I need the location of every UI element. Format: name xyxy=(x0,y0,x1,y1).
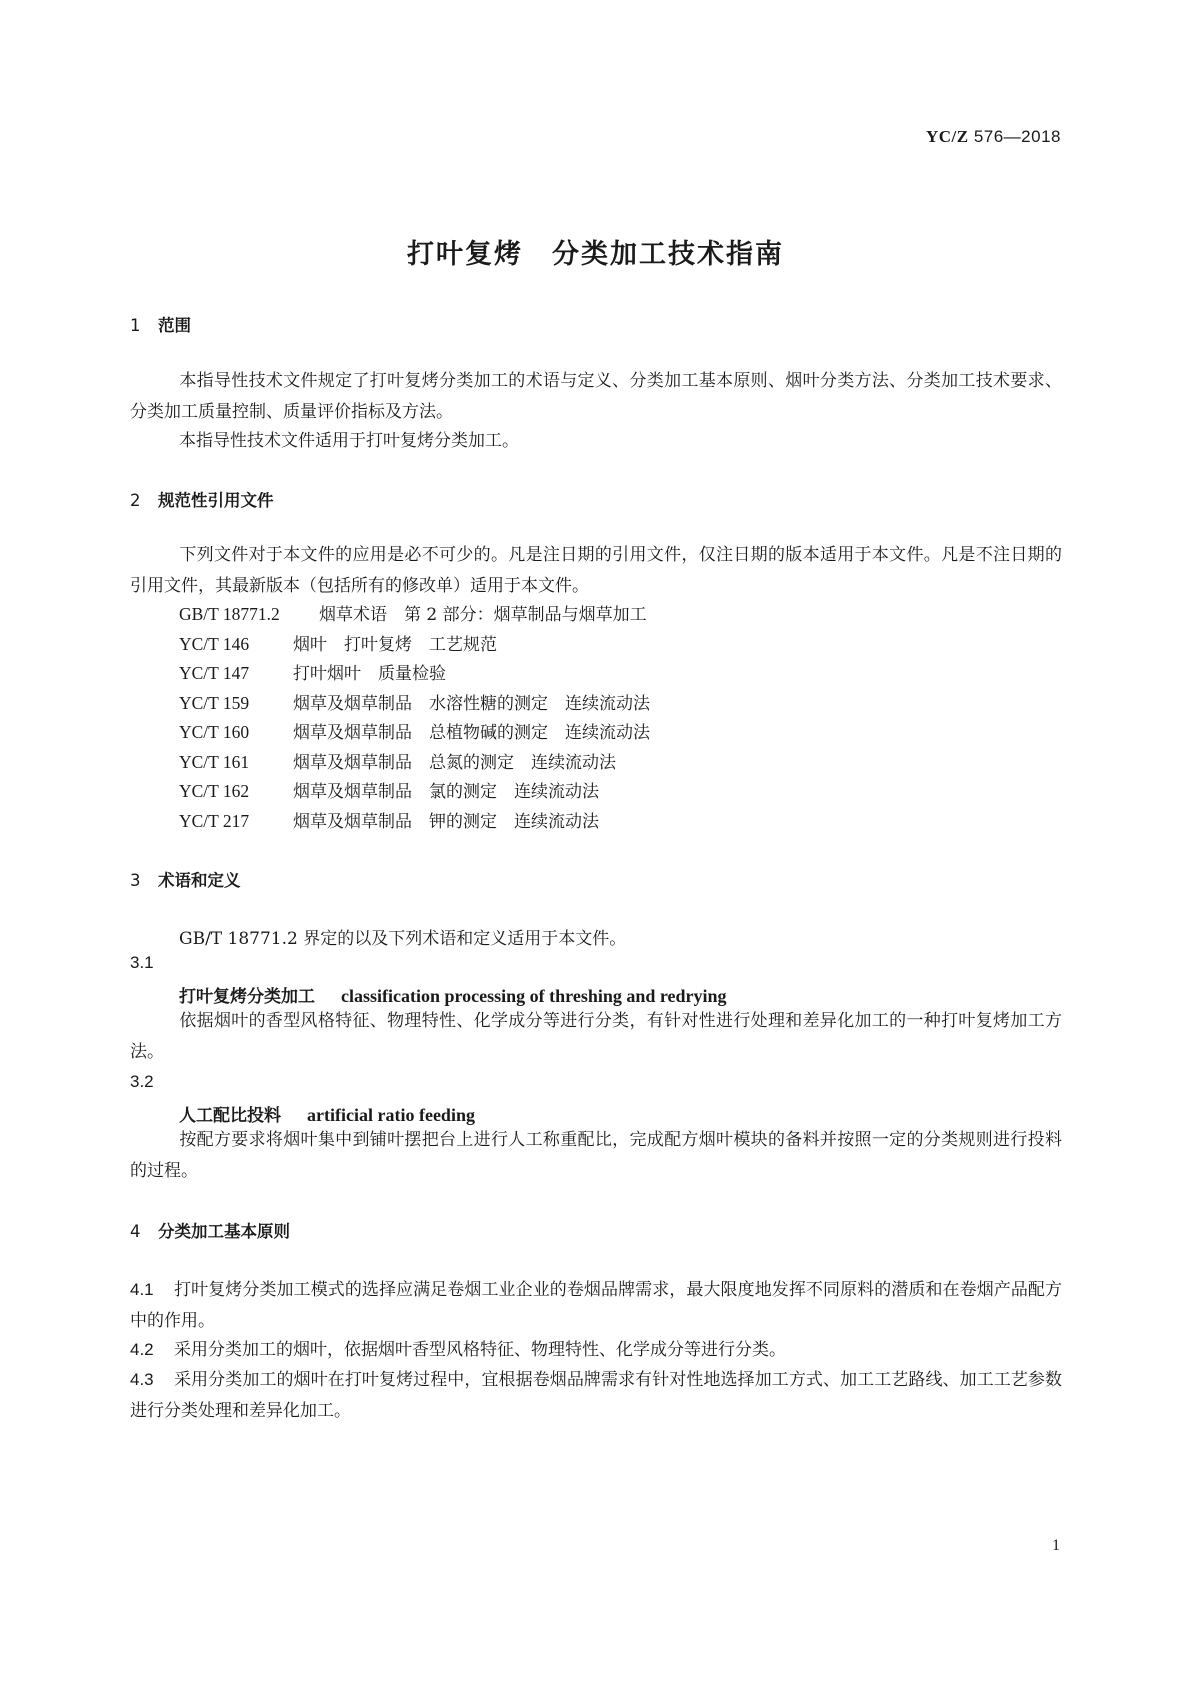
reference-title: 烟草及烟草制品 总氮的测定 连续流动法 xyxy=(293,753,616,773)
clause-4-2 xyxy=(130,1334,1062,1366)
term-english: classification processing of threshing and redrying xyxy=(341,986,727,1006)
clause-text: 打叶复烤分类加工模式的选择应满足卷烟工业企业的卷烟品牌需求，最大限度地发挥不同原料的潜质和在卷烟产品配方中的作用。 xyxy=(130,1280,1062,1331)
section-title: 术语和定义 xyxy=(158,871,241,890)
reference-item xyxy=(179,630,497,655)
section-3-heading xyxy=(130,867,241,891)
term-number: 3.2 xyxy=(130,1072,154,1091)
reference-code: YC/T 146 xyxy=(179,634,250,654)
term-chinese: 打叶复烤分类加工 xyxy=(179,987,315,1007)
term-definition xyxy=(130,1125,1062,1187)
clause-number: 4.2 xyxy=(130,1340,154,1359)
term-english: artificial ratio feeding xyxy=(307,1105,475,1125)
reference-code: YC/T 147 xyxy=(179,663,250,683)
section-4-heading xyxy=(130,1218,290,1242)
reference-item xyxy=(179,777,599,802)
section-number: 3 xyxy=(130,871,141,890)
section-1-paragraph-1 xyxy=(130,366,1062,428)
section-number: 2 xyxy=(130,491,141,510)
section-title: 分类加工基本原则 xyxy=(158,1222,290,1241)
reference-title: 烟草及烟草制品 氯的测定 连续流动法 xyxy=(293,782,599,802)
section-number: 4 xyxy=(130,1222,141,1241)
clause-number: 4.3 xyxy=(130,1370,154,1389)
reference-title: 打叶烟叶 质量检验 xyxy=(293,664,446,684)
reference-item xyxy=(179,659,446,684)
section-title: 范围 xyxy=(158,316,191,335)
reference-item xyxy=(179,807,599,832)
term-definition xyxy=(130,1006,1062,1068)
reference-item xyxy=(179,600,647,625)
clause-number: 4.1 xyxy=(130,1280,154,1299)
definition-text: 依据烟叶的香型风格特征、物理特性、化学成分等进行分类，有针对性进行处理和差异化加工的一种打叶复烤加工方法。 xyxy=(130,1011,1062,1062)
reference-item xyxy=(179,689,650,714)
reference-code: YC/T 160 xyxy=(179,722,250,742)
section-1-paragraph-2 xyxy=(130,426,1062,457)
term-chinese: 人工配比投料 xyxy=(179,1106,281,1126)
reference-code: YC/T 161 xyxy=(179,752,250,772)
section-3-intro: GB/T 18771.2 界定的以及下列术语和定义适用于本文件。 xyxy=(179,929,627,949)
reference-item xyxy=(179,718,650,743)
term-number: 3.1 xyxy=(130,953,154,972)
clause-text: 采用分类加工的烟叶，依据烟叶香型风格特征、物理特性、化学成分等进行分类。 xyxy=(174,1340,786,1360)
section-2-intro xyxy=(130,540,1062,602)
paragraph-text: 本指导性技术文件规定了打叶复烤分类加工的术语与定义、分类加工基本原则、烟叶分类方法、分类加工技术要求、分类加工质量控制、质量评价指标及方法。 xyxy=(130,371,1062,422)
paragraph-text: 本指导性技术文件适用于打叶复烤分类加工。 xyxy=(179,431,519,451)
reference-title: 烟草及烟草制品 水溶性糖的测定 连续流动法 xyxy=(293,694,650,714)
section-title: 规范性引用文件 xyxy=(158,491,274,510)
standard-code xyxy=(926,127,1061,147)
term-heading xyxy=(179,982,727,1007)
clause-4-3 xyxy=(130,1364,1062,1427)
definition-text: 按配方要求将烟叶集中到铺叶摆把台上进行人工称重配比，完成配方烟叶模块的备料并按照一定的分类规则进行投料的过程。 xyxy=(130,1130,1062,1181)
reference-title: 烟草术语 第 2 部分：烟草制品与烟草加工 xyxy=(319,605,647,625)
reference-code: GB/T 18771.2 xyxy=(179,604,280,624)
clause-4-1 xyxy=(130,1274,1062,1337)
document-title: 打叶复烤 分类加工技术指南 xyxy=(407,239,784,270)
reference-code: YC/T 217 xyxy=(179,811,250,831)
standard-number: 576—2018 xyxy=(973,127,1061,146)
section-number: 1 xyxy=(130,316,141,335)
standard-prefix: YC/Z xyxy=(925,127,969,146)
section-2-heading xyxy=(130,487,274,511)
reference-item xyxy=(179,748,616,773)
reference-title: 烟草及烟草制品 总植物碱的测定 连续流动法 xyxy=(293,723,650,743)
reference-title: 烟叶 打叶复烤 工艺规范 xyxy=(293,635,497,655)
paragraph-text: 下列文件对于本文件的应用是必不可少的。凡是注日期的引用文件，仅注日期的版本适用于本文件。凡是不注日期的引用文件，其最新版本（包括所有的修改单）适用于本文件。 xyxy=(130,545,1062,596)
reference-title: 烟草及烟草制品 钾的测定 连续流动法 xyxy=(293,812,599,832)
page-number: 1 xyxy=(1052,1537,1060,1554)
term-heading xyxy=(179,1101,475,1126)
reference-code: YC/T 159 xyxy=(179,693,250,713)
section-1-heading xyxy=(130,312,191,336)
reference-code: YC/T 162 xyxy=(179,781,250,801)
clause-text: 采用分类加工的烟叶在打叶复烤过程中，宜根据卷烟品牌需求有针对性地选择加工方式、加工工艺路线、加工工艺参数进行分类处理和差异化加工。 xyxy=(130,1370,1062,1421)
